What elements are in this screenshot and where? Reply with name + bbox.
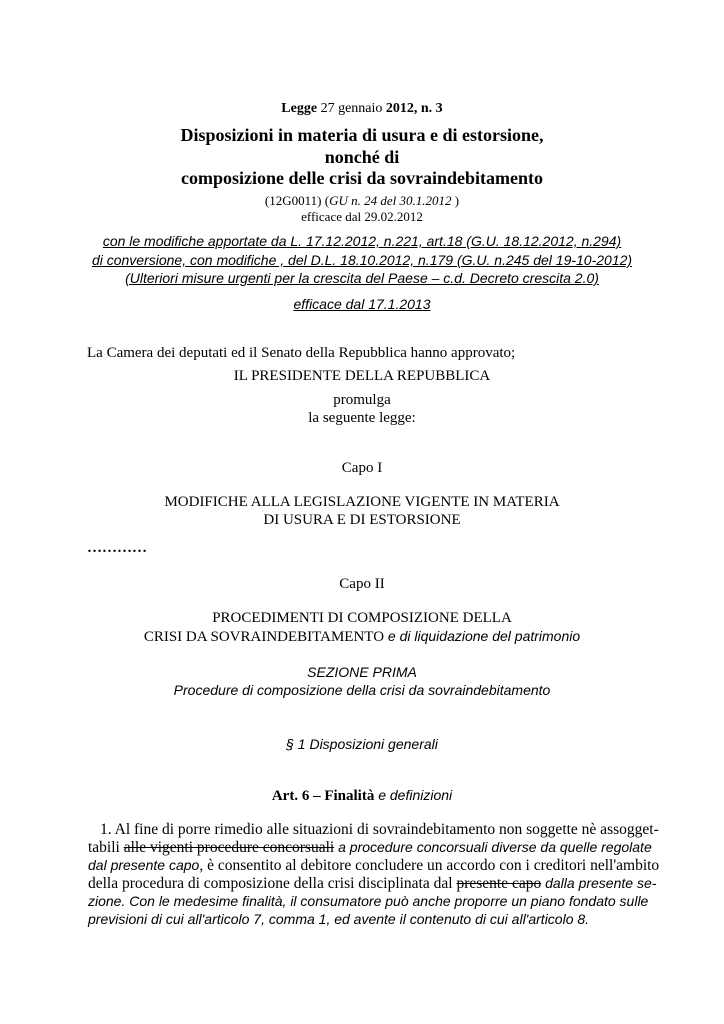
efficace-date: efficace dal 29.02.2012 bbox=[301, 209, 423, 224]
comma1-line-1: 1. Al fine di porre rimedio alle situazioni di sovraindebitamento non soggette nè assogget- bbox=[100, 821, 659, 838]
article-title: Art. 6 – Finalità bbox=[271, 788, 375, 804]
title-line-1: Disposizioni in materia di usura e di estorsione, bbox=[180, 125, 544, 145]
capo2-title-line-2 bbox=[0, 628, 724, 646]
comma1-line-3 bbox=[88, 857, 660, 875]
article-heading bbox=[0, 787, 724, 805]
gazzetta-reference bbox=[0, 193, 724, 209]
title-line-3: composizione delle crisi da sovraindebitamento bbox=[181, 168, 543, 188]
paragraph-heading: § 1 Disposizioni generali bbox=[286, 736, 438, 752]
law-date: 27 gennaio bbox=[320, 101, 383, 116]
comma1-inserted-text-2: dal presente capo bbox=[88, 857, 200, 873]
preamble-camera: La Camera dei deputati ed il Senato della Repubblica hanno approvato; bbox=[87, 345, 516, 361]
comma1-line-3-rest: , è consentito al debitore concludere un accordo con i creditori nell'ambito bbox=[199, 857, 660, 874]
modification-line-3: (Ulteriori misure urgenti per la crescita del Paese – c.d. Decreto crescita 2.0) bbox=[125, 270, 599, 286]
comma1-line-2-start: tabili bbox=[88, 839, 124, 856]
capo2-title-addition: e di liquidazione del patrimonio bbox=[384, 628, 581, 644]
law-year: 2012 bbox=[385, 101, 414, 116]
capo1-title-line-1: MODIFICHE ALLA LEGISLAZIONE VIGENTE IN MATERIA bbox=[164, 494, 560, 510]
capo1-title-line-2: DI USURA E DI ESTORSIONE bbox=[263, 512, 461, 528]
sezione-title: Procedure di composizione della crisi da sovraindebitamento bbox=[173, 682, 551, 698]
comma1-line-2 bbox=[88, 839, 652, 857]
preamble-promulga: promulga bbox=[333, 392, 391, 408]
comma1-line-4 bbox=[88, 875, 657, 893]
preamble-presidente: IL PRESIDENTE DELLA REPUBBLICA bbox=[233, 368, 491, 384]
law-number: , n. 3 bbox=[413, 101, 443, 116]
comma1-deleted-text-1: alle vigenti procedure concorsuali bbox=[123, 839, 335, 856]
capo2-label: Capo II bbox=[339, 576, 385, 592]
title-line-2: nonché di bbox=[324, 147, 400, 167]
capo2-title-main: CRISI DA SOVRAINDEBITAMENTO bbox=[143, 629, 385, 645]
gu-close: ) bbox=[451, 193, 460, 208]
comma1-line-5: zione. Con le medesime finalità, il consumatore può anche proporre un piano fondato sulle bbox=[88, 893, 649, 909]
modification-line-2: di conversione, con modifiche , del D.L. 18.10.2012, n.179 (G.U. n.245 del 19-10-2012) bbox=[91, 252, 633, 268]
law-reference bbox=[0, 101, 724, 117]
gu-code: (12G0011) ( bbox=[264, 193, 330, 208]
sezione-label: SEZIONE PRIMA bbox=[307, 664, 417, 680]
comma1-inserted-text-3: dalla presente se- bbox=[541, 875, 657, 891]
capo1-label: Capo I bbox=[341, 460, 383, 476]
article-title-addition: e definizioni bbox=[374, 787, 453, 803]
modification-line-4: efficace dal 17.1.2013 bbox=[293, 296, 431, 312]
comma1-line-6: previsioni di cui all'articolo 7, comma 1, ed avente il contenuto di cui all'articolo 8. bbox=[88, 911, 590, 927]
comma1-deleted-text-2: presente capo bbox=[456, 875, 542, 892]
modification-line-1: con le modifiche apportate da L. 17.12.2012, n.221, art.18 (G.U. 18.12.2012, n.294) bbox=[102, 233, 622, 249]
gu-issue: GU n. 24 del 30.1.2012 bbox=[329, 193, 452, 208]
law-label: Legge bbox=[281, 101, 318, 116]
comma1-line-4-start: della procedura di composizione della crisi disciplinata dal bbox=[88, 875, 457, 892]
comma1-inserted-text-1: a procedure concorsuali diverse da quelle regolate bbox=[334, 839, 652, 855]
capo2-title-line-1: PROCEDIMENTI DI COMPOSIZIONE DELLA bbox=[212, 610, 512, 626]
preamble-seguente: la seguente legge: bbox=[308, 410, 416, 426]
omitted-text-ellipsis: ………… bbox=[87, 540, 147, 556]
